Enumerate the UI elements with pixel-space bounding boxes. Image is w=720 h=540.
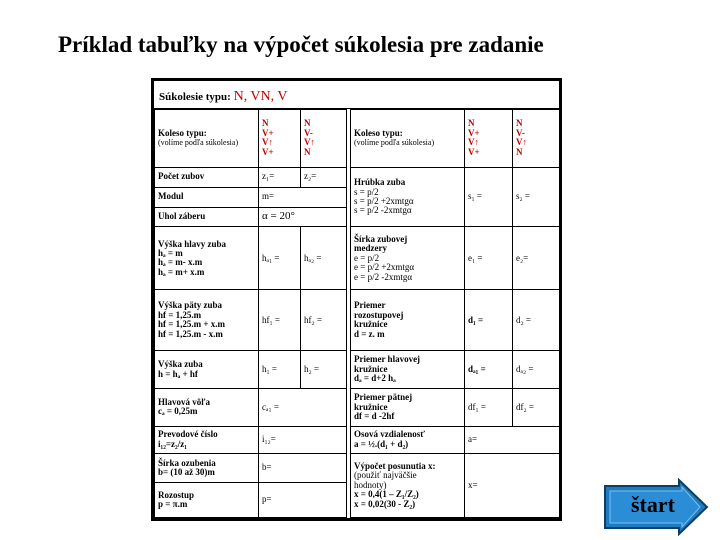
type-values: N, VN, V: [233, 89, 288, 104]
ha2-value: hₐ₂ =: [301, 227, 347, 290]
h1-value: h₁ =: [259, 351, 301, 389]
start-button-label: štart: [631, 492, 675, 517]
da2-value: dₐ₂ =: [513, 351, 560, 389]
center-distance-value: a=: [465, 426, 560, 453]
e1-value: e₁ =: [465, 227, 513, 290]
root-diameter-label: Priemer pätnej kružnice df = d -2hf: [351, 388, 465, 426]
right-wheel1-type: N V+ V↑ V+: [465, 110, 513, 168]
pitch-value: p=: [259, 483, 347, 518]
page-title: Príklad tabuľky na výpočet súkolesia pre zadanie: [58, 32, 544, 57]
z1-value: z₁=: [259, 167, 301, 187]
d1-value: d₁ =: [465, 290, 513, 351]
addendum-label: Výška hlavy zuba hₐ = m hₐ = m- x.m hₐ = m+ x.m: [155, 227, 259, 290]
right-wheel2-type: N V- V↑ N: [513, 110, 560, 168]
calc-table: [154, 109, 560, 518]
left-wheel1-type: N V+ V↑ V+: [259, 110, 301, 168]
space-width-label: Šírka zubovej medzery e = p/2 e = p/2 +2xmtgα e = p/2 -2xmtgα: [351, 227, 465, 290]
gear-ratio-value: i₁₂=: [259, 426, 347, 453]
gear-type-header: [154, 81, 559, 109]
start-button[interactable]: [603, 478, 709, 536]
tooth-height-label: Výška zuba h = hₐ + hf: [155, 351, 259, 389]
center-distance-label: Osová vzdialenosť a = ½.(d₁ + d₂): [351, 426, 465, 453]
face-width-value: b=: [259, 453, 347, 482]
z2-value: z₂=: [301, 167, 347, 187]
df1-value: df₁ =: [465, 388, 513, 426]
pitch-diameter-label: Priemer rozostupovej kružnice d = z. m: [351, 290, 465, 351]
pressure-angle-label: Uhol záberu: [155, 207, 259, 227]
teeth-count-label: Počet zubov: [155, 167, 259, 187]
dedendum-label: Výška päty zuba hf = 1,25.m hf = 1,25.m + x.m hf = 1,25.m - x.m: [155, 290, 259, 351]
pitch-label: Rozostup p = π.m: [155, 483, 259, 518]
hf2-value: hf₂ =: [301, 290, 347, 351]
left-wheel-type-label: Koleso typu: (volíme podľa súkolesia): [155, 110, 259, 168]
tip-diameter-label: Priemer hlavovej kružnice dₐ = d+2 hₐ: [351, 351, 465, 389]
tooth-thickness-label: Hrúbka zuba s = p/2 s = p/2 +2xmtgα s = p/2 -2xmtgα: [351, 167, 465, 227]
d2-value: d₂ =: [513, 290, 560, 351]
s2-value: s₂ =: [513, 167, 560, 227]
e2-value: e₂=: [513, 227, 560, 290]
type-label: Súkolesie typu:: [159, 91, 231, 103]
clearance-value: cₐ₁ =: [259, 388, 347, 426]
ha1-value: hₐ₁ =: [259, 227, 301, 290]
h2-value: h₂ =: [301, 351, 347, 389]
face-width-label: Šírka ozubenia b= (10 až 30)m: [155, 453, 259, 482]
pressure-angle-value: α = 20°: [259, 207, 347, 227]
module-value: m=: [259, 187, 347, 207]
da1-value: dₐ₁ =: [465, 351, 513, 389]
right-wheel-type-label: Koleso typu: (volíme podľa súkolesia): [351, 110, 465, 168]
hf1-value: hf₁ =: [259, 290, 301, 351]
module-label: Modul: [155, 187, 259, 207]
clearance-label: Hlavová vôľa cₐ = 0,25m: [155, 388, 259, 426]
s1-value: s₁ =: [465, 167, 513, 227]
gear-ratio-label: Prevodové číslo i₁₂=z₂/z₁: [155, 426, 259, 453]
gear-calculation-table: [151, 78, 562, 521]
profile-shift-label: Výpočet posunutia x: (použiť najväčšie hodnoty) x = 0,4(1 – Z₁/Z₂) x = 0,02(30 - Z₂): [351, 453, 465, 517]
left-wheel2-type: N V- V↑ N: [301, 110, 347, 168]
profile-shift-value: x=: [465, 453, 560, 517]
df2-value: df₂ =: [513, 388, 560, 426]
